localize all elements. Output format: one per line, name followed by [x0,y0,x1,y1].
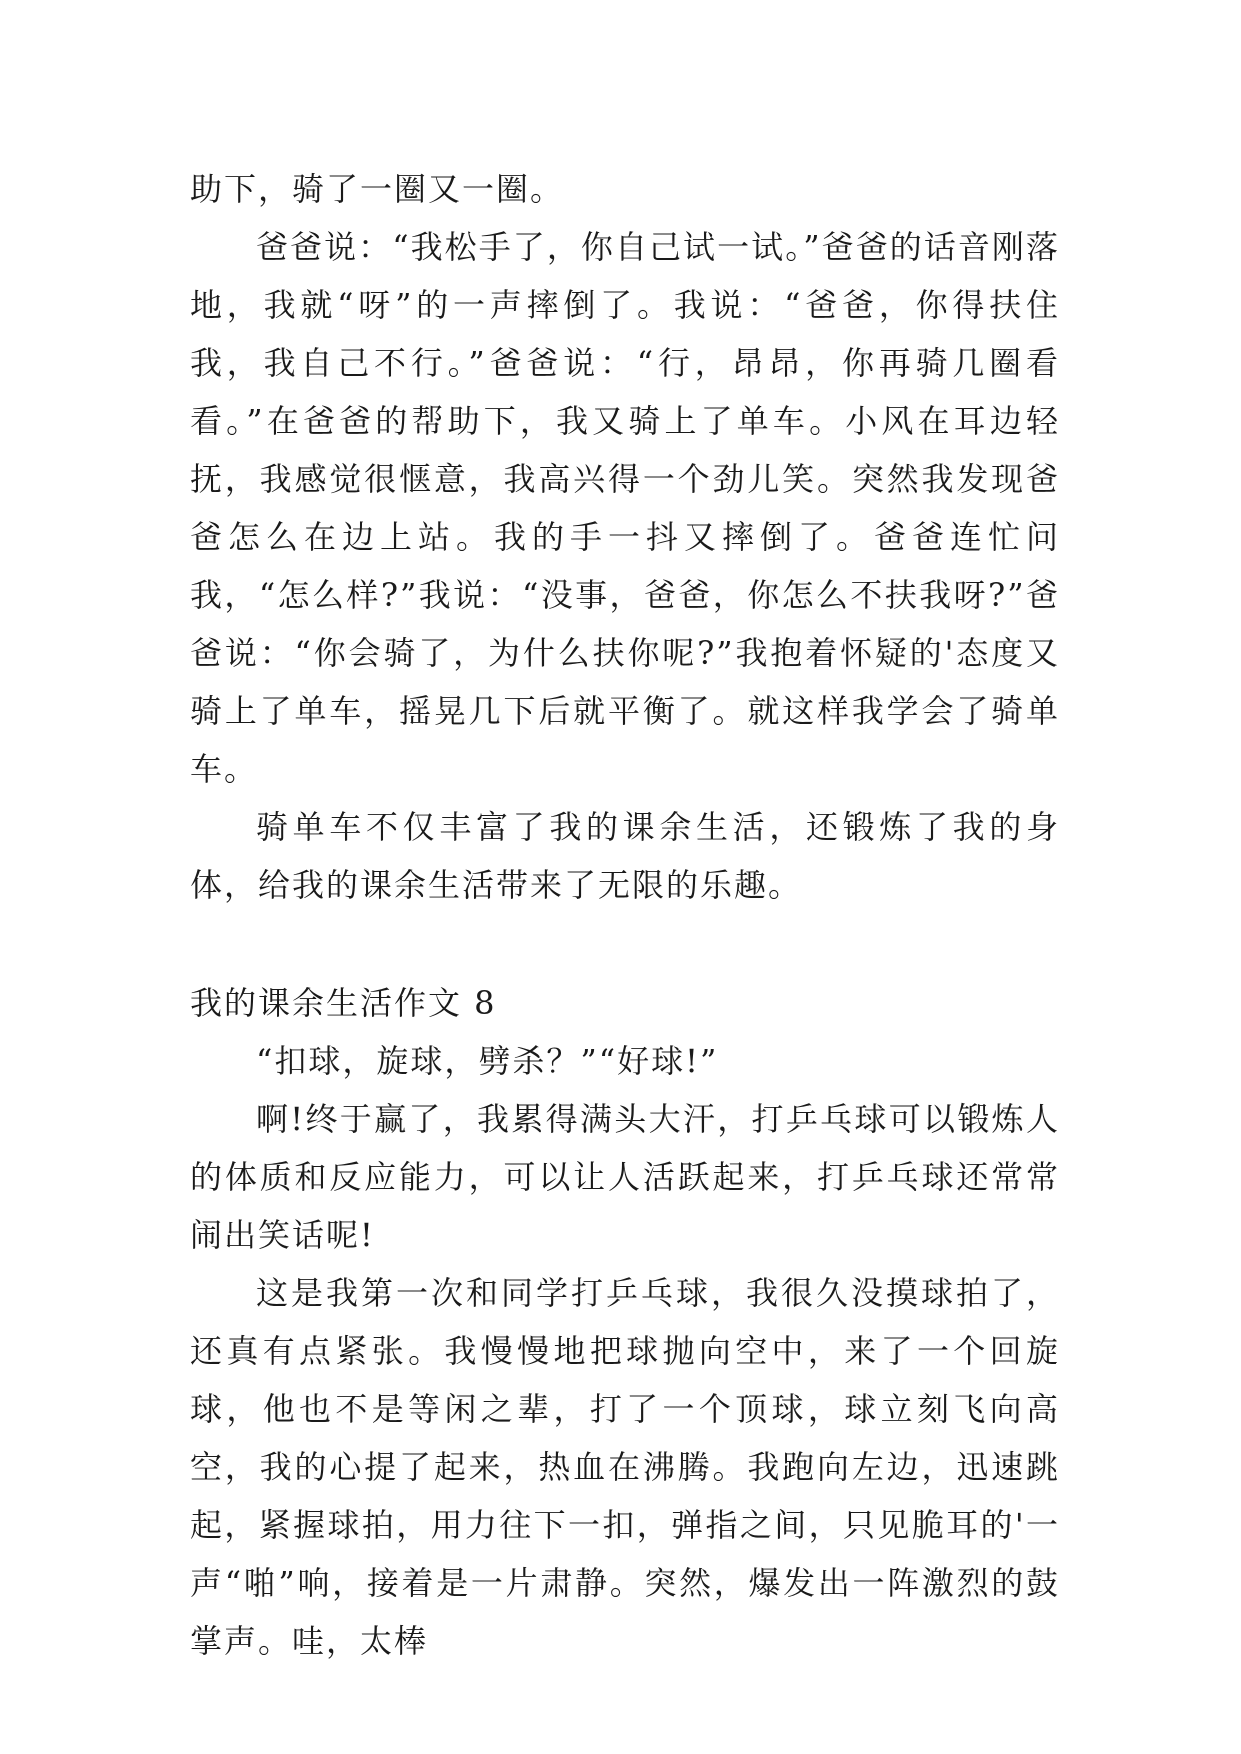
paragraph: “扣球，旋球，劈杀？”“好球!” [256,1042,719,1080]
paragraph: 爸爸说：“我松手了，你自己试一试。”爸爸的话音刚落地，我就“呀”的一声摔倒了。我说：“爸爸，你得扶住我，我自己不行。”爸爸说：“行，昂昂，你再骑几圈看看。”在爸爸的帮助下，我又骑上了单车。小风在耳边轻抚，我感觉很惬意，我高兴得一个劲儿笑。突然我发现爸爸怎么在边上站。我的手一抖又摔倒了。爸爸连忙问我，“怎么样?”我说：“没事，爸爸，你怎么不扶我呀?”爸爸说：“你会骑了，为什么扶你呢?”我抱着怀疑的'态度又骑上了单车，摇晃几下后就平衡了。就这样我学会了骑单车。 [190,228,1060,788]
paragraph: 这是我第一次和同学打乒乓球，我很久没摸球拍了，还真有点紧张。我慢慢地把球抛向空中，来了一个回旋球，他也不是等闲之辈，打了一个顶球，球立刻飞向高空，我的心提了起来，热血在沸腾。我跑向左边，迅速跳起，紧握球拍，用力往下一扣，弹指之间，只见脆耳的'一声“啪”响，接着是一片肃静。突然，爆发出一阵激烈的鼓掌声。哇，太棒 [190,1274,1060,1660]
document-body [190,160,1060,1670]
section-title: 我的课余生活作文 8 [190,984,497,1022]
paragraph: 骑单车不仅丰富了我的课余生活，还锻炼了我的身体，给我的课余生活带来了无限的乐趣。 [190,808,1060,904]
paragraph: 助下，骑了一圈又一圈。 [190,170,565,208]
section-gap [190,914,1060,974]
paragraph: 啊!终于赢了，我累得满头大汗，打乒乓球可以锻炼人的体质和反应能力，可以让人活跃起来，打乒乓球还常常闹出笑话呢! [190,1100,1060,1254]
